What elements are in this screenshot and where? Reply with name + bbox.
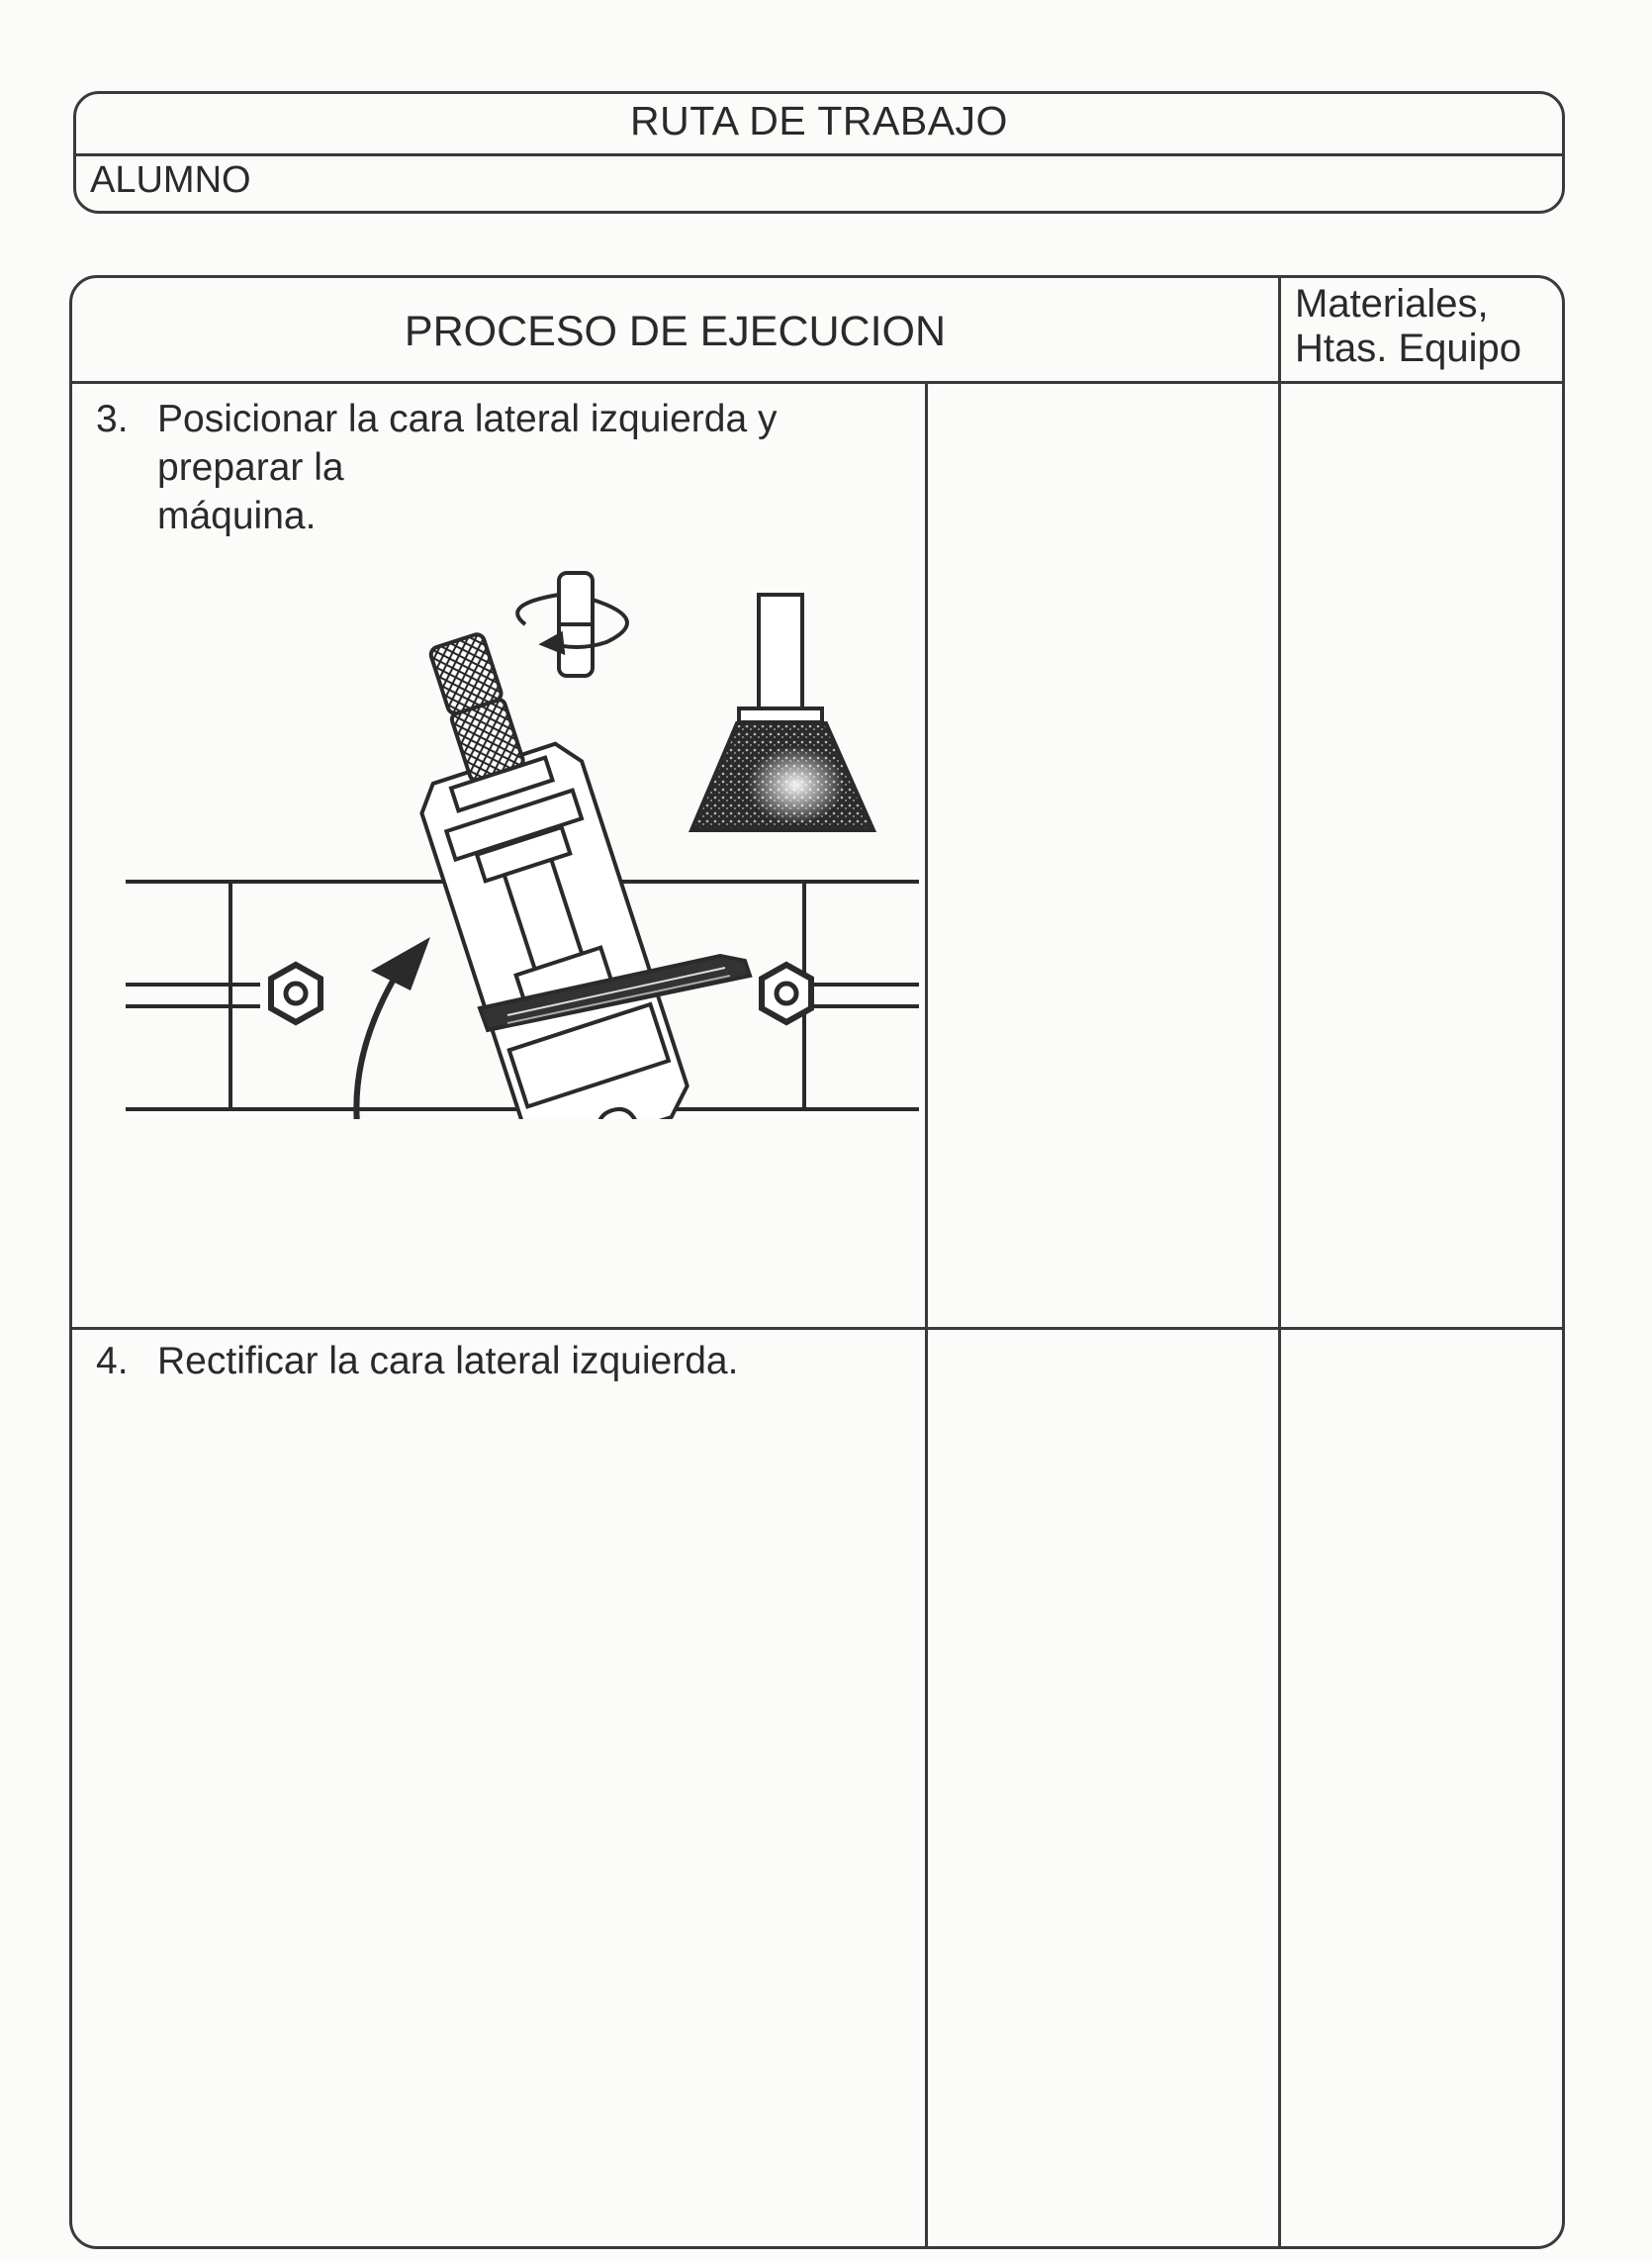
step-4-text <box>96 1337 738 1385</box>
rotated-vise <box>375 615 695 1119</box>
step-3-text <box>96 395 777 540</box>
spindle-rotation-symbol <box>517 573 627 676</box>
step-row-divider <box>72 1327 1562 1330</box>
process-table <box>69 275 1565 2249</box>
step-3-line3: máquina. <box>157 495 317 537</box>
document-title: RUTA DE TRABAJO <box>630 98 1008 143</box>
hex-nut-left <box>271 965 321 1022</box>
step-4-line1: Rectificar la cara lateral izquierda. <box>157 1340 739 1382</box>
materials-column-divider <box>1278 278 1281 2246</box>
rotation-arrow <box>356 937 430 1119</box>
step-3-line2: preparar la <box>157 446 344 489</box>
header-row-divider <box>72 381 1562 384</box>
hex-nut-right <box>762 965 811 1022</box>
step-4-number: 4. <box>96 1340 129 1382</box>
materials-column-header <box>1295 282 1521 371</box>
materials-header-line1: Materiales, <box>1295 282 1489 326</box>
grinding-wheel <box>691 595 873 830</box>
step-3-line1: Posicionar la cara lateral izquierda y <box>157 398 778 440</box>
process-column-header: PROCESO DE EJECUCION <box>404 308 947 355</box>
materials-header-line2: Htas. Equipo <box>1295 327 1522 370</box>
header-box <box>73 91 1565 214</box>
step-3-number: 3. <box>96 398 129 440</box>
student-label: ALUMNO <box>90 159 251 201</box>
header-divider <box>76 153 1562 156</box>
vise-setup-illustration <box>112 565 963 1119</box>
